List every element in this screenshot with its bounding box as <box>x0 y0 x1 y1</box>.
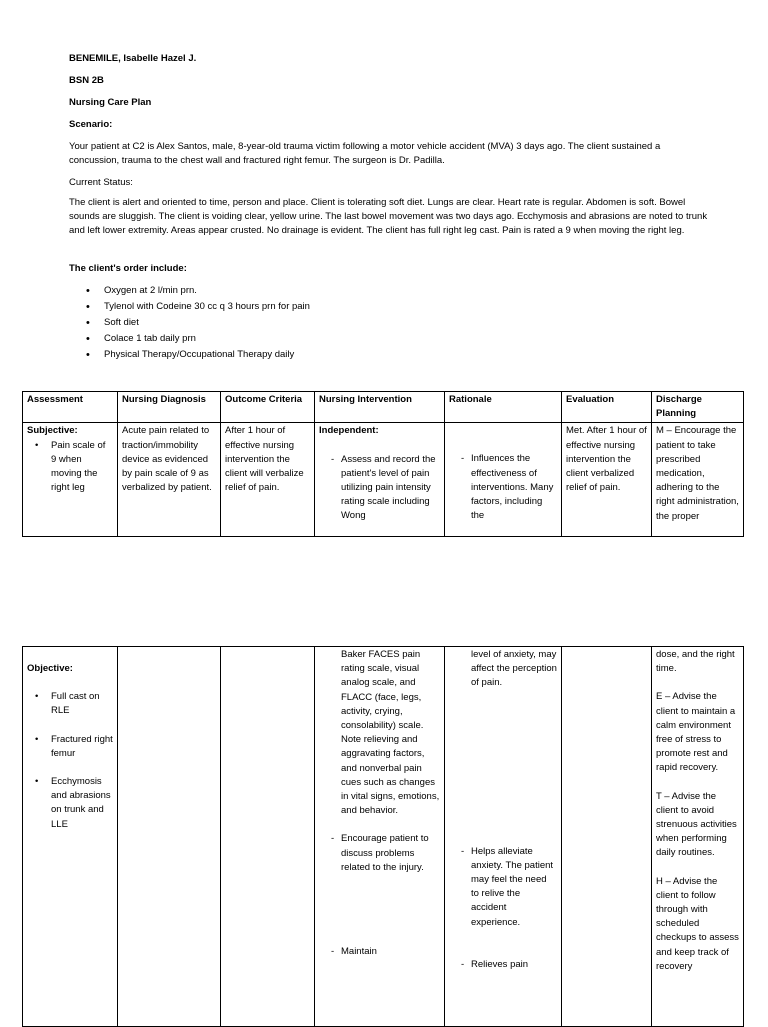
outcome-cell: After 1 hour of effective nursing intervention the client will verbalize relief of pain. <box>221 423 315 537</box>
intervention-item: Assess and record the patient's level of pain utilizing pain intensity rating scale including Wong <box>341 453 436 522</box>
scenario-label: Scenario: <box>69 119 113 130</box>
table-row <box>23 647 744 1027</box>
intervention-cell: Baker FACES pain rating scale, visual analog scale, and FLACC (face, legs, activity, crying, consolability) scale. Note relieving and aggravating factors, and nonverbal pain cues such as changes in vital signs, emotions, and behavior. - Encourage patient to discuss problems related to the injury. - Maintain <box>315 647 445 1027</box>
diagnosis-cell: Acute pain related to traction/immobility device as evidenced by pain scale of 9 as verbalized by patient. <box>118 423 221 537</box>
header-rationale: Rationale <box>445 392 562 423</box>
subjective-item: Pain scale of 9 when moving the right leg <box>51 439 106 494</box>
objective-item: Ecchymosis and abrasions on trunk and LLE <box>51 776 111 830</box>
objective-label: Objective: <box>27 663 73 674</box>
care-plan-table-part1 <box>22 391 744 537</box>
rationale-item: Influences the effectiveness of interventions. Many factors, including the <box>471 453 554 522</box>
order-item: • Oxygen at 2 l/min prn. <box>86 283 310 299</box>
discharge-item-h: H – Advise the client to follow through with scheduled checkups to assess and keep track of recovery <box>656 875 739 972</box>
document-title: Nursing Care Plan <box>69 97 152 108</box>
objective-item: Full cast on RLE <box>51 691 100 717</box>
discharge-item-e: E – Advise the client to maintain a calm environment free of stress to promote rest and rapid recovery. <box>656 691 736 774</box>
evaluation-cell <box>562 647 652 1027</box>
objective-item: Fractured right femur <box>51 733 113 759</box>
rationale-item: Helps alleviate anxiety. The patient may feel the need to relive the accident experience. <box>471 845 554 928</box>
rationale-cell: level of anxiety, may affect the perception of pain. - Helps alleviate anxiety. The patient may feel the need to relive the accident experience. - Relieves pain <box>445 647 562 1027</box>
student-name: BENEMILE, Isabelle Hazel J. <box>69 53 197 64</box>
subjective-label: Subjective: <box>27 425 78 437</box>
intervention-label: Independent: <box>319 425 379 437</box>
header-outcome-criteria: Outcome Criteria <box>221 392 315 423</box>
order-item: • Colace 1 tab daily prn <box>86 331 310 347</box>
rationale-cell: - Influences the effectiveness of interventions. Many factors, including the <box>445 423 562 537</box>
header-evaluation: Evaluation <box>562 392 652 423</box>
intervention-item: Maintain <box>341 946 377 958</box>
evaluation-cell: Met. After 1 hour of effective nursing intervention the client verbalized relief of pain. <box>562 423 652 537</box>
intervention-cell: Independent: - Assess and record the patient's level of pain utilizing pain intensity rating scale including Wong <box>315 423 445 537</box>
header-nursing-intervention: Nursing Intervention <box>315 392 445 423</box>
course-section: BSN 2B <box>69 75 104 86</box>
status-label: Current Status: <box>69 177 133 188</box>
rationale-item-continued: level of anxiety, may affect the perception of pain. <box>471 649 557 689</box>
order-item: • Soft diet <box>86 315 310 331</box>
discharge-cell <box>652 647 744 1027</box>
orders-list <box>86 283 310 363</box>
outcome-cell <box>221 647 315 1027</box>
discharge-item-continued: dose, and the right time. <box>656 649 735 675</box>
scenario-text: Your patient at C2 is Alex Santos, male, 8-year-old trauma victim following a motor vehicle accident (MVA) 3 days ago. The client sustained a concussion, trauma to the chest wall and fractured right femur. The surgeon is Dr. Padilla. <box>69 141 661 166</box>
header-nursing-diagnosis: Nursing Diagnosis <box>118 392 221 423</box>
header-discharge-planning: Discharge Planning <box>652 392 744 423</box>
table-row <box>23 423 744 537</box>
status-text: The client is alert and oriented to time, person and place. Client is tolerating soft diet. Lungs are clear. Heart rate is regular. Abdomen is soft. Bowel sounds are sluggish. The client is voiding clear, yellow urine. The last bowel movement was two days ago. Ecchymosis and abrasions are noted to trunk and left lower extremity. Areas appear crusted. No drainage is evident. The client has full right leg cast. Pain is rated a 9 when moving the right leg. <box>69 197 708 236</box>
orders-label: The client's order include: <box>69 263 187 274</box>
intervention-item-continued: Baker FACES pain rating scale, visual analog scale, and FLACC (face, legs, activity, crying, consolability) scale. Note relieving and aggravating factors, and nonverbal pain cues such as changes in vital signs, emotions, and behavior. <box>341 649 440 817</box>
rationale-item: Relieves pain <box>471 958 529 970</box>
header-assessment: Assessment <box>23 392 118 423</box>
assessment-cell: Objective: • Full cast on RLE • Fractured right femur • Ecchymosis and abrasions on trunk and LLE <box>23 647 118 1027</box>
discharge-item-t: T – Advise the client to avoid strenuous activities when performing daily routines. <box>656 790 737 859</box>
care-plan-table-part2 <box>22 646 744 1027</box>
assessment-cell: Subjective: • Pain scale of 9 when moving the right leg <box>23 423 118 537</box>
order-item: • Tylenol with Codeine 30 cc q 3 hours prn for pain <box>86 299 310 315</box>
intervention-item: Encourage patient to discuss problems related to the injury. <box>341 833 429 873</box>
diagnosis-cell <box>118 647 221 1027</box>
order-item: • Physical Therapy/Occupational Therapy daily <box>86 347 310 363</box>
discharge-cell: M – Encourage the patient to take prescribed medication, adhering to the right administration, the proper <box>652 423 744 537</box>
table-header-row <box>23 392 744 423</box>
